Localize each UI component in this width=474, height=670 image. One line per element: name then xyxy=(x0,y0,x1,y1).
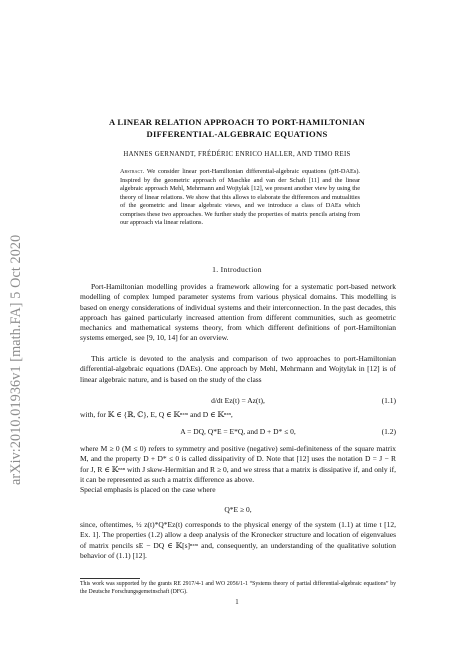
arxiv-stamp: arXiv:2010.01936v1 [math.FA] 5 Oct 2020 xyxy=(8,234,24,485)
equation-1-1 xyxy=(80,396,396,408)
special-emphasis-line: Special emphasis is placed on the case where xyxy=(80,485,216,495)
title-line-2: DIFFERENTIAL-ALGEBRAIC EQUATIONS xyxy=(146,128,328,139)
intro-paragraph-4 xyxy=(80,520,396,561)
footnote-rule xyxy=(80,578,140,579)
equation-1-1-number: (1.1) xyxy=(381,396,396,405)
with-line xyxy=(80,410,396,420)
intro-p4-text: since, oftentimes, ½ z(t)*Q*Ez(t) corresponds to the physical energy of the system (1.1) at time t [12, Ex. 1]. The properties (1.2) allow a deep analysis of the Kronecker structure and location of eigenvalues of matrix pencils sE − DQ ∈ 𝕂[s]ⁿˣᵐ and, consequently, an understanding of the qualitative solution behavior of (1.1) [12]. xyxy=(80,520,396,560)
intro-p2-text: This article is devoted to the analysis and comparison of two approaches to port-Hamiltonian differential-algebraic equations (DAEs). One approach by Mehl, Mehrmann and Wojtylak in [12] is of linear algebraic nature, and is based on the study of the class xyxy=(80,354,396,384)
intro-paragraph-3 xyxy=(80,444,396,495)
abstract-label: Abstract. xyxy=(120,168,145,175)
author-list: HANNES GERNANDT, FRÉDÉRIC ENRICO HALLER, AND TIMO REIS xyxy=(123,151,351,158)
paper-title xyxy=(60,117,414,140)
with-line-text: with, for 𝕂 ∈ {ℝ, ℂ}, E, Q ∈ 𝕂ⁿˣᵐ and D ∈ 𝕂ⁿˣⁿ, xyxy=(80,410,233,419)
equation-1-2-number: (1.2) xyxy=(381,427,396,436)
abstract-text: We consider linear port-Hamiltonian differential-algebraic equations (pH-DAEs). Inspired by the geometric approach of Maschke and van der Schaft [11] and the linear algebraic approach Mehl, Mehrmann and Wojtylak [12], we present another view by using the theory of linear relations. We show that this allows to elaborate the differences and mutualities of the geometric and linear algebraic views, and we introduce a class of DAEs which comprises these two approaches. We further study the properties of matrix pencils arising from our approach via linear relations. xyxy=(120,168,360,226)
abstract xyxy=(120,168,360,228)
equation-3-body: Q*E ≥ 0, xyxy=(224,505,252,514)
equation-1-2 xyxy=(80,427,396,439)
equation-1-1-body: d/dt Ez(t) = Az(t), xyxy=(211,396,265,405)
intro-paragraph-1 xyxy=(80,282,396,344)
intro-paragraph-2 xyxy=(80,354,396,385)
equation-3 xyxy=(80,505,396,517)
intro-p3-text: where M ≥ 0 (M ≤ 0) refers to symmetry and positive (negative) semi-definiteness of the square matrix M, and the property D + D* ≤ 0 is called dissipativity of D. Note that [12] uses the notation D = J − R for J, R ∈ 𝕂ⁿˣⁿ with J skew-Hermitian and R ≥ 0, and we stress that a matrix is dissipative if, and only if, it can be represented as such a matrix difference as above. xyxy=(80,444,396,484)
intro-p1-text: Port-Hamiltonian modelling provides a framework allowing for a systematic port-based network modelling of complex lumped parameter systems from various physical domains. This modelling is based on energy considerations of individual systems and their interconnection. In the past decades, this approach has gained particularly increased attention from different communities, such as geometric mechanics and mathematical systems theory, from which different definitions of port-Hamiltonian systems emerged, see [9, 10, 14] for an overview. xyxy=(80,282,396,343)
section-heading: 1. Introduction xyxy=(212,265,262,274)
title-line-1: A LINEAR RELATION APPROACH TO PORT-HAMILTONIAN xyxy=(108,117,366,127)
footnote: This work was supported by the grants RE 2917/4-1 and WO 2056/1-1 “Systems theory of partial differential-algebraic equations” by the Deutsche Forschungsgemeinschaft (DFG). xyxy=(80,581,396,595)
page-number: 1 xyxy=(235,599,239,606)
equation-1-2-body: A = DQ, Q*E = E*Q, and D + D* ≤ 0, xyxy=(180,427,296,436)
